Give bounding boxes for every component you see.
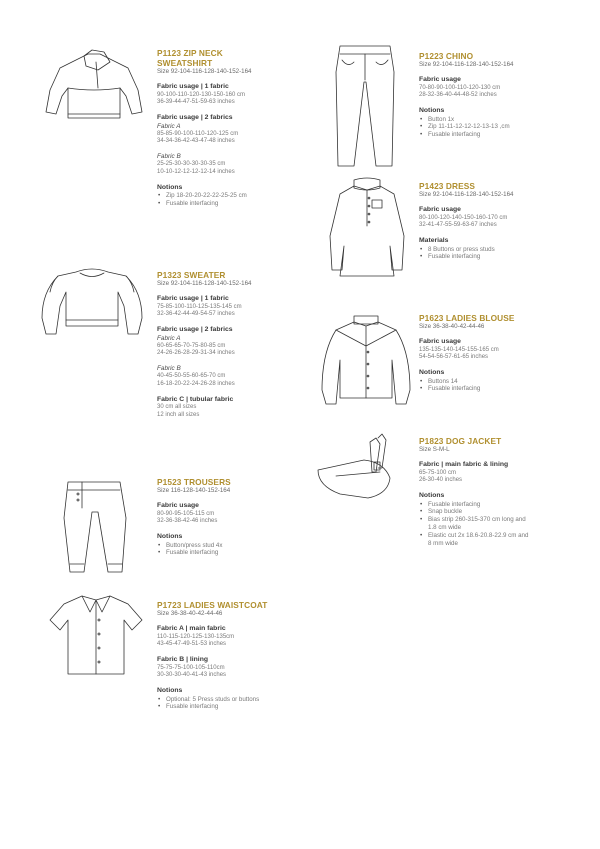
product-title: P1823 DOG JACKET: [419, 436, 502, 446]
sweater-illustration: [34, 262, 150, 342]
size-range: Size 92-104-116-128-140-152-164: [419, 61, 514, 68]
measure-cm: 30 cm all sizes: [157, 404, 197, 411]
dog-jacket-illustration: [310, 432, 410, 512]
measure-cm: 60-65-65-70-75-80-85 cm: [157, 342, 226, 349]
product-title: P1723 LADIES WAISTCOAT: [157, 600, 268, 610]
ladies-waistcoat-illustration: [46, 590, 146, 680]
product-p1823: [419, 436, 569, 547]
product-p1523: [157, 477, 307, 557]
notion-item: • Optional: 5 Press studs or buttons: [157, 696, 267, 704]
chino-illustration: [330, 42, 400, 172]
section-label: Fabric usage | 1 fabric: [157, 83, 229, 90]
size-range: Size 92-104-116-128-140-152-164: [157, 68, 252, 75]
fabric-sub-label: Fabric B: [157, 365, 181, 373]
measure-cm: 25-25-30-30-30-30-35 cm: [157, 161, 226, 168]
measure-cm: 135-135-140-145-155-165 cm: [419, 346, 499, 353]
section-label: Fabric usage: [419, 206, 461, 213]
ladies-blouse-illustration: [316, 312, 416, 412]
notions-label: Notions: [157, 533, 183, 541]
section-label: Fabric usage: [419, 76, 461, 83]
measure-cm: 80-90-95-105-115 cm: [157, 510, 215, 517]
measure-inches: 54-54-56-57-61-65 inches: [419, 354, 489, 361]
size-range: Size 116-128-140-152-164: [157, 487, 231, 494]
notion-item: • Fusable interfacing: [419, 501, 531, 509]
notions-label: Notions: [157, 687, 183, 695]
section-label: Fabric A | main fabric: [157, 625, 226, 632]
notion-item: • Zip 11-11-12-12-12-13-13 ,cm: [419, 123, 569, 131]
section-label: Fabric usage | 2 fabrics: [157, 114, 233, 122]
measure-cm: 85-85-90-100-110-120-125 cm: [157, 130, 239, 137]
materials-label: Materials: [419, 237, 449, 245]
notions-label: Notions: [157, 183, 183, 191]
section-label: Fabric | main fabric & lining: [419, 461, 509, 468]
section-label: Fabric usage: [157, 502, 199, 509]
measure-inches: 28-32-36-40-44-48-52 inches: [419, 92, 497, 99]
notion-item: • Zip 18-20-20-22-22-25-25 cm: [157, 192, 307, 200]
size-range: Size 36-38-40-42-44-46: [157, 610, 223, 617]
size-range: Size 92-104-116-128-140-152-164: [419, 191, 514, 198]
fabric-sub-label: Fabric B: [157, 153, 181, 161]
notion-item: • Fusable interfacing: [157, 549, 307, 557]
notion-item: • Elastic cut 2x 18.6-20.8-22.9 cm and 8 mm wide: [419, 532, 531, 548]
product-title: P1623 LADIES BLOUSE: [419, 313, 515, 323]
measure-cm: 65-75-100 cm: [419, 469, 457, 476]
product-title: P1323 SWEATER: [157, 270, 226, 280]
measure-inches: 24-26-26-28-29-31-34 inches: [157, 350, 235, 357]
measure-cm: 75-75-75-100-105-110cm: [157, 664, 225, 671]
trousers-illustration: [56, 478, 134, 578]
fabric-sub-label: Fabric A: [157, 122, 181, 130]
fabric-sub-label: Fabric A: [157, 334, 181, 342]
measure-inches: 32-41-47-55-59-63-67 inches: [419, 222, 497, 229]
notion-item: • Button/press stud 4x: [157, 542, 307, 550]
product-p1223: [419, 51, 569, 139]
measure-inches: 32-36-42-44-49-54-57 inches: [157, 311, 235, 318]
measure-inches: 30-30-30-40-41-43 inches: [157, 672, 227, 679]
measure-inches: 36-39-44-47-51-59-63 inches: [157, 99, 235, 106]
section-label: Fabric usage | 1 fabric: [157, 295, 229, 302]
section-label: Fabric C | tubular fabric: [157, 395, 234, 403]
size-range: Size 92-104-116-128-140-152-164: [157, 280, 252, 287]
product-title: P1123 ZIP NECK: [157, 48, 223, 58]
dress-illustration: [322, 176, 412, 286]
notion-item: • Bias strip 260-315-370 cm long and 1.8 cm wide: [419, 516, 531, 532]
notion-item: • Fusable interfacing: [419, 385, 569, 393]
section-label: Fabric usage | 2 fabrics: [157, 326, 233, 334]
product-title-line2: SWEATSHIRT: [157, 58, 213, 68]
notion-item: • 8 Buttons or press studs: [419, 246, 569, 254]
product-title: P1223 CHINO: [419, 51, 474, 61]
measure-cm: 110-115-120-125-130-135cm: [157, 633, 235, 640]
size-range: Size 36-38-40-42-44-46: [419, 323, 485, 330]
measure-inches: 12 inch all sizes: [157, 412, 200, 419]
measure-cm: 90-100-110-120-130-150-160 cm: [157, 91, 245, 98]
section-label: Fabric usage: [419, 338, 461, 345]
measure-cm: 40-45-50-55-60-65-70 cm: [157, 373, 226, 380]
measure-cm: 70-80-90-100-110-120-130 cm: [419, 84, 501, 91]
notion-item: • Fusable interfacing: [419, 131, 569, 139]
measure-inches: 10-10-12-12-12-12-14 inches: [157, 168, 235, 175]
product-p1123: [157, 48, 307, 208]
product-p1623: [419, 313, 569, 393]
measure-inches: 34-34-36-42-43-47-48 inches: [157, 138, 235, 145]
notion-item: • Snap buckle: [419, 508, 531, 516]
notions-label: Notions: [419, 492, 445, 500]
notion-item: • Buttons 14: [419, 378, 569, 386]
measure-inches: 32-36-38-42-46 inches: [157, 518, 218, 525]
notion-item: • Fusable interfacing: [419, 253, 569, 261]
notions-label: Notions: [419, 369, 445, 377]
notion-item: • Button 1x: [419, 116, 569, 124]
measure-cm: 80-100-120-140-150-160-170 cm: [419, 214, 508, 221]
product-p1723: [157, 600, 307, 711]
zip-neck-sweatshirt-illustration: [40, 48, 148, 128]
notion-item: • Fusable interfacing: [157, 703, 267, 711]
product-p1423: [419, 181, 569, 261]
measure-cm: 75-85-100-110-125-135-145 cm: [157, 303, 242, 310]
measure-inches: 26-30-40 inches: [419, 477, 463, 484]
notions-label: Notions: [419, 107, 445, 115]
measure-inches: 16-18-20-22-24-26-28 inches: [157, 380, 235, 387]
product-p1323: [157, 270, 307, 420]
measure-inches: 43-45-47-49-51-53 inches: [157, 641, 227, 648]
notion-item: • Fusable interfacing: [157, 200, 307, 208]
section-label: Fabric B | lining: [157, 656, 208, 664]
size-range: Size S-M-L: [419, 446, 450, 453]
product-title: P1523 TROUSERS: [157, 477, 231, 487]
product-title: P1423 DRESS: [419, 181, 475, 191]
